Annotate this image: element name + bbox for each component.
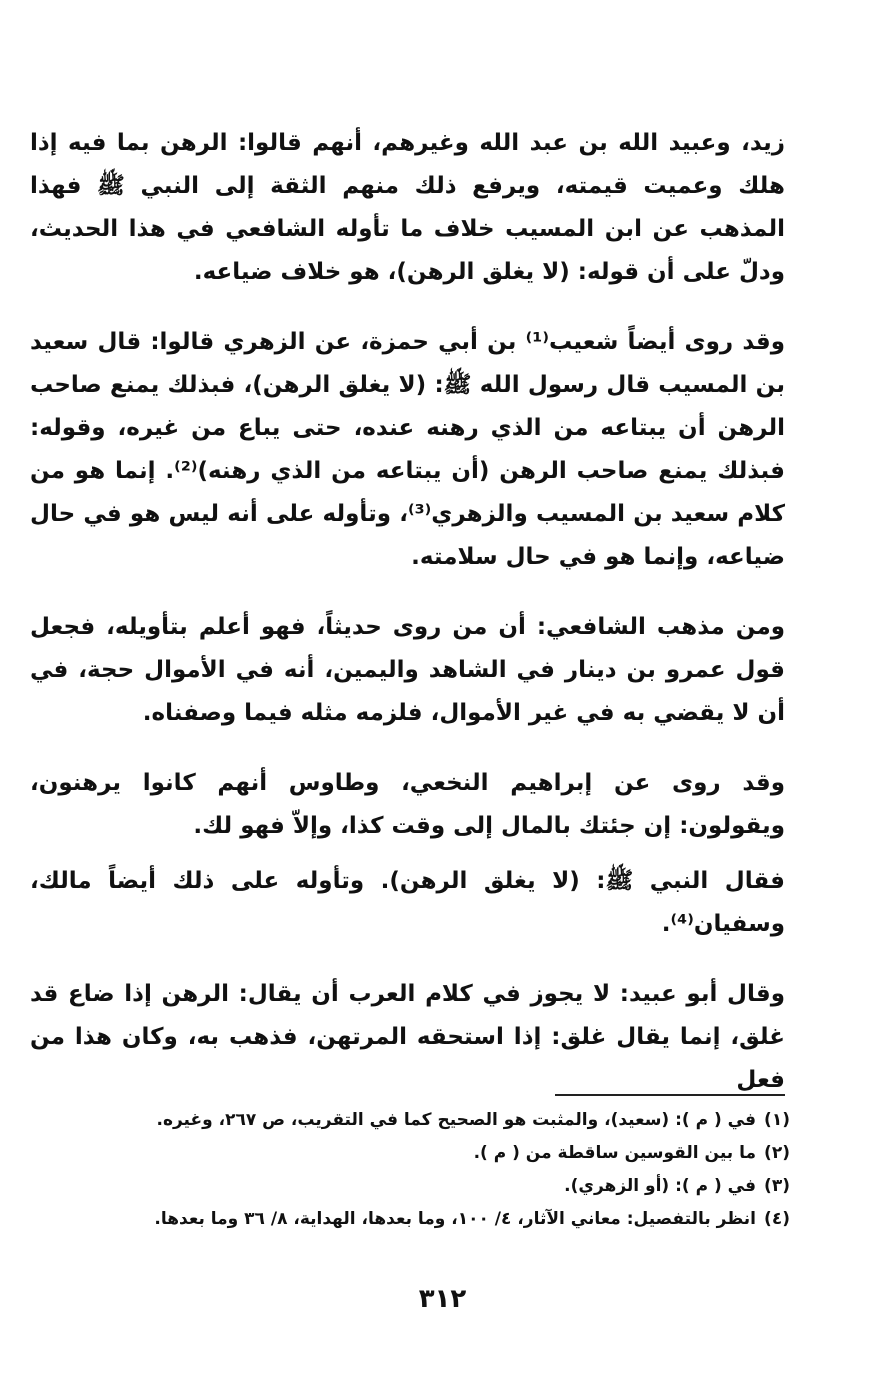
footnote-2: [60, 1137, 790, 1170]
footnote-number: (١): [764, 1110, 790, 1130]
footnote-number: (٣): [764, 1176, 790, 1196]
paragraph-5: فقال النبي ﷺ: (لا يغلق الرهن). وتأوله على ذلك أيضاً مالك، وسفيان⁽⁴⁾.: [30, 868, 785, 937]
paragraph-3: ومن مذهب الشافعي: أن من روى حديثاً، فهو أعلم بتأويله، فجعل قول عمرو بن دينار في الشاهد واليمين، أنه في الأموال حجة، في أن لا يقضي به في غير الأموال، فلزمه مثله فيما وصفناه.: [30, 614, 785, 726]
paragraph-2: وقد روى أيضاً شعيب⁽¹⁾ بن أبي حمزة، عن الزهري قالوا: قال سعيد بن المسيب قال رسول الله ﷺ: (لا يغلق الرهن)، فبذلك يمنع صاحب الرهن أن يبتاعه من الذي رهنه عنده، حتى يباع من غيره، وقوله: فبذلك يمنع صاحب الرهن (أن يبتاعه من الذي رهنه)⁽²⁾. إنما هو من كلام سعيد بن المسيب والزهري⁽³⁾، وتأوله على أنه ليس هو في حال ضياعه، وإنما هو في حال سلامته.: [30, 329, 785, 570]
footnote-1: [60, 1104, 790, 1137]
footnote-divider: [555, 1094, 785, 1096]
footnote-4: [60, 1203, 790, 1236]
page-number: ٣١٢: [418, 1284, 467, 1314]
main-text-body: [30, 122, 785, 1129]
footnote-text: ما بين القوسين ساقطة من ( م ).: [473, 1143, 756, 1163]
footnote-text: في ( م ): (أو الزهري).: [564, 1176, 756, 1196]
footnote-3: [60, 1170, 790, 1203]
footnote-text: انظر بالتفصيل: معاني الآثار، ٤/ ١٠٠، وما بعدها، الهداية، ٨/ ٣٦ وما بعدها.: [154, 1209, 756, 1229]
footnote-number: (٢): [764, 1143, 790, 1163]
paragraph-1: زيد، وعبيد الله بن عبد الله وغيرهم، أنهم قالوا: الرهن بما فيه إذا هلك وعميت قيمته، ويرفع ذلك منهم الثقة إلى النبي ﷺ فهذا المذهب عن ابن المسيب خلاف ما تأوله الشافعي في هذا الحديث، ودلّ على أن قوله: (لا يغلق الرهن)، هو خلاف ضياعه.: [30, 130, 785, 285]
paragraph-6: وقال أبو عبيد: لا يجوز في كلام العرب أن يقال: الرهن إذا ضاع قد غلق، إنما يقال غلق: إذا استحقه المرتهن، فذهب به، وكان هذا من فعل: [30, 981, 785, 1093]
footnote-text: في ( م ): (سعيد)، والمثبت هو الصحيح كما في التقريب، ص ٢٦٧، وغيره.: [156, 1110, 756, 1130]
footnotes-section: [60, 1104, 790, 1236]
footnote-number: (٤): [764, 1209, 790, 1229]
paragraph-4: وقد روى عن إبراهيم النخعي، وطاوس أنهم كانوا يرهنون، ويقولون: إن جئتك بالمال إلى وقت كذا، وإلاّ فهو لك.: [30, 770, 785, 839]
